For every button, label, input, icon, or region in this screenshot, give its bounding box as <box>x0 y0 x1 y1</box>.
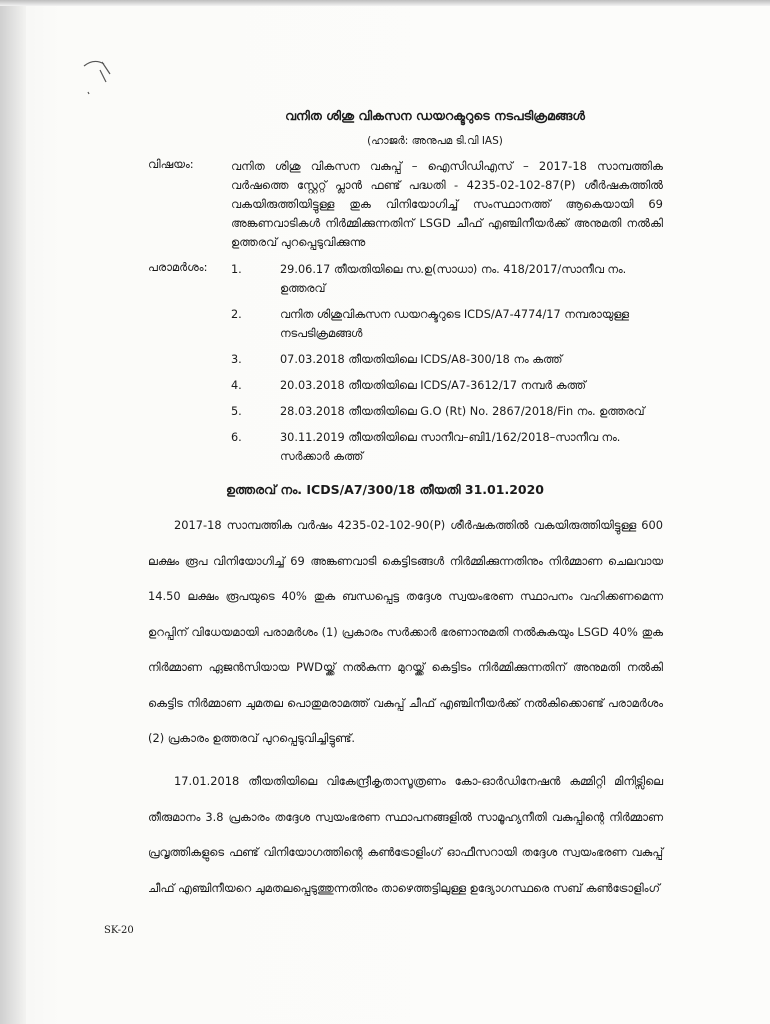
reference-number: 5. <box>231 405 242 418</box>
order-number-heading: ഉത്തരവ് നം. ICDS/A7/300/18 തീയതി 31.01.2020 <box>226 482 544 497</box>
paragraph-text: 17.01.2018 തീയതിയിലെ വികേന്ദ്രീകൃതാസൂത്രണം കോ-ഓർഡിനേഷൻ കമ്മിറ്റി മിനിട്സിലെ തീരുമാനം 3.8 പ്രകാരം തദ്ദേശ സ്വയംഭരണ സ്ഥാപനങ്ങളിൽ സാമൂഹ്യനീതി വകുപ്പിന്റെ നിർമ്മാണ പ്രവൃത്തികളുടെ ഫണ്ട് വിനിയോഗത്തിന്റെ കൺട്രോളിംഗ് ഓഫീസറായി തദ്ദേശ സ്വയംഭരണ വകുപ്പ് ചീഫ് എഞ്ചിനീയറെ ചുമതലപ്പെടുത്തുന്നതിനും താഴെത്തട്ടിലുള്ള ഉദ്യോഗസ്ഥരെ സബ് കൺട്രോളിംഗ് <box>148 774 663 895</box>
reference-item <box>231 350 666 369</box>
reference-number: 3. <box>231 353 242 366</box>
reference-item <box>231 260 666 298</box>
body-paragraph-1 <box>148 508 663 757</box>
reference-text: 28.03.2018 തീയതിയിലെ G.O (Rt) No. 2867/2018/Fin നം. ഉത്തരവ് <box>280 405 645 418</box>
reference-text: വനിത ശിശുവികസന ഡയറക്ടറുടെ ICDS/A7-4774/17 നമ്പരായുള്ള നടപടിക്രമങ്ങൾ <box>280 308 629 340</box>
reference-text: 29.06.17 തീയതിയിലെ സ.ഉ(സാധാ) നം. 418/2017/സാനീവ നം. ഉത്തരവ് <box>280 263 627 295</box>
body-paragraph-2 <box>148 764 663 906</box>
reference-text: 20.03.2018 തീയതിയിലെ ICDS/A7-3612/17 നമ്പർ കത്ത് <box>280 379 586 392</box>
reference-item <box>231 376 666 395</box>
footer-code: SK-20 <box>104 925 134 936</box>
subject-label: വിഷയം: <box>148 157 194 171</box>
reference-number: 6. <box>231 431 242 444</box>
references-list <box>231 260 666 473</box>
references-label: പരാമർശം: <box>148 260 208 274</box>
reference-item <box>231 305 666 343</box>
page-title: വനിത ശിശു വികസന ഡയറക്ടറുടെ നടപടിക്രമങ്ങൾ <box>285 108 585 123</box>
ink-mark <box>80 52 120 102</box>
reference-text: 07.03.2018 തീയതിയിലെ ICDS/A8-300/18 നം കത്ത് <box>280 353 563 366</box>
scan-edge-left <box>0 0 26 1024</box>
reference-number: 1. <box>231 263 242 276</box>
reference-item <box>231 428 666 466</box>
reference-text: 30.11.2019 തീയതിയിലെ സാനീവ–ബി1/162/2018–സാനീവ നം. സർക്കാർ കത്ത് <box>280 431 621 463</box>
reference-number: 2. <box>231 308 242 321</box>
paragraph-text: 2017-18 സാമ്പത്തിക വർഷം 4235-02-102-90(P) ശീർഷകത്തിൽ വകയിരുത്തിയിട്ടുള്ള 600 ലക്ഷം രൂപ വിനിയോഗിച്ച് 69 അങ്കണവാടി കെട്ടിടങ്ങൾ നിർമ്മിക്കുന്നതിനും നിർമ്മാണ ചെലവായ 14.50 ലക്ഷം രൂപയുടെ 40% തുക ബന്ധപ്പെട്ട തദ്ദേശ സ്വയംഭരണ സ്ഥാപനം വഹിക്കണമെന്ന ഉറപ്പിന് വിധേയമായി പരാമർശം (1) പ്രകാരം സർക്കാർ ഭരണാനുമതി നൽകുകയും LSGD 40% തുക നിർമ്മാണ ഏജൻസിയായ PWDയ്ക്ക് നൽകുന്ന മുറയ്ക്ക് കെട്ടിടം നിർമ്മിക്കുന്നതിന് അനുമതി നൽകി കെട്ടിട നിർമ്മാണ ചുമതല പൊതുമരാമത്ത് വകുപ്പ് ചീഫ് എഞ്ചിനീയർക്ക് നൽകിക്കൊണ്ട് പരാമർശം (2) പ്രകാരം ഉത്തരവ് പുറപ്പെടുവിച്ചിട്ടുണ്ട്. <box>148 518 663 745</box>
subject-text: വനിത ശിശു വികസന വകുപ്പ് – ഐസിഡിഎസ് – 2017-18 സാമ്പത്തിക വർഷത്തെ സ്റ്റേറ്റ് പ്ലാൻ ഫണ്ട് പദ്ധതി - 4235-02-102-87(P) ശീർഷകത്തിൽ വകയിരുത്തിയിട്ടുള്ള തുക വിനിയോഗിച്ച് സംസ്ഥാനത്ത് ആകെയായി 69 അങ്കണവാടികൾ നിർമ്മിക്കുന്നതിന് LSGD ചീഫ് എഞ്ചിനീയർക്ക് അനുമതി നൽകി ഉത്തരവ് പുറപ്പെടുവിക്കുന്നു <box>231 159 663 249</box>
reference-item <box>231 402 666 421</box>
reference-number: 4. <box>231 379 242 392</box>
scan-edge-top <box>0 0 770 6</box>
page-subtitle: (ഹാജർ: അനുപമ ടി.വി IAS) <box>367 135 503 147</box>
